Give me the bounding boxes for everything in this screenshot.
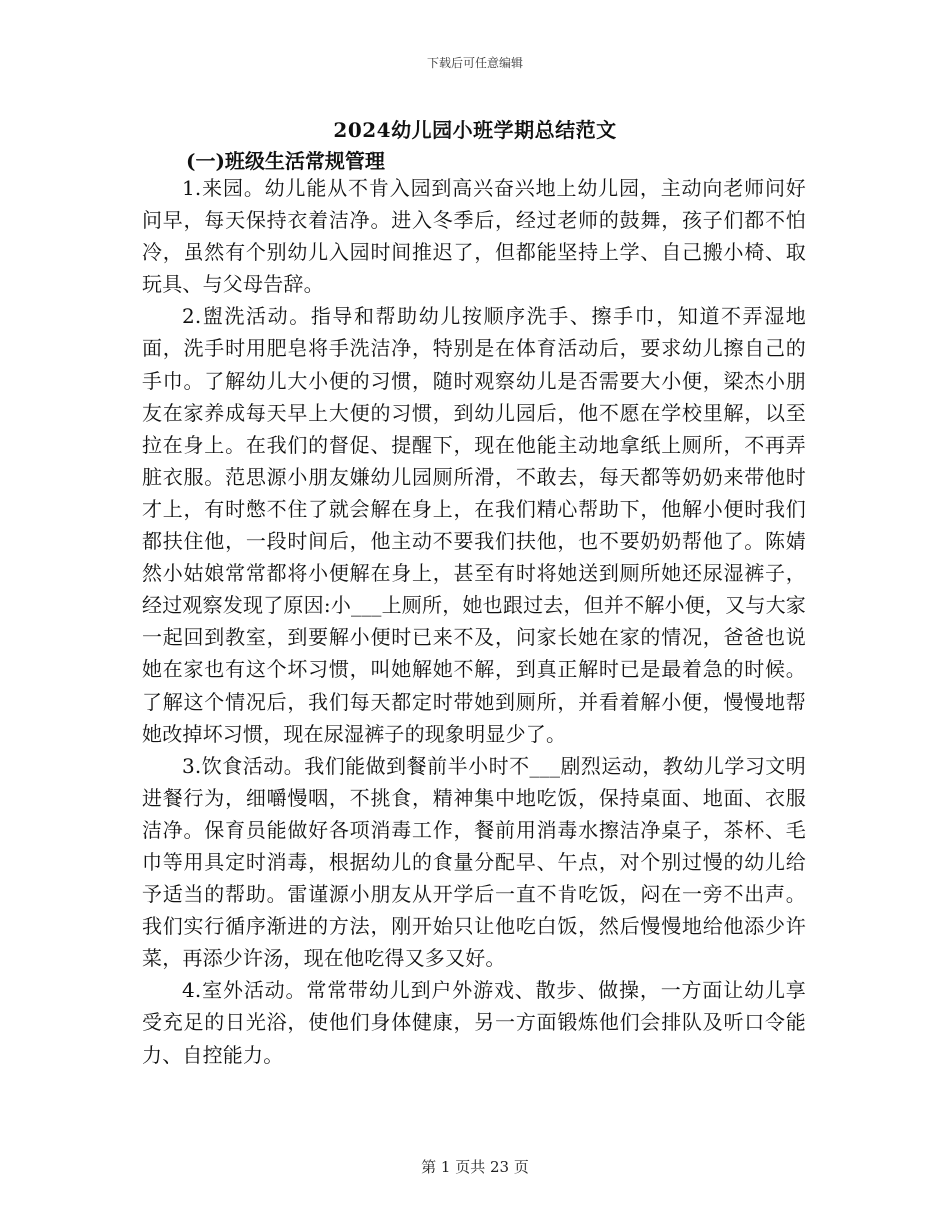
- page-number-footer: 第 1 页共 23 页: [421, 1158, 529, 1176]
- header-note: 下载后可任意编辑: [426, 56, 523, 70]
- section-heading: (一)班级生活常规管理: [186, 149, 385, 173]
- paragraph-arrival: 1.来园。幼儿能从不肯入园到高兴奋兴地上幼儿园，主动向老师问好问早，每天保持衣着洁净。进入冬季后，经过老师的鼓舞，孩子们都不怕冷，虽然有个别幼儿入园时间推迟了，但都能坚持上学、自己搬小椅、取玩具、与父母告辞。: [142, 176, 806, 297]
- document-title: 2024幼儿园小班学期总结范文: [333, 118, 617, 142]
- paragraph-washing: 2.盥洗活动。指导和帮助幼儿按顺序洗手、擦手巾，知道不弄湿地面，洗手时用肥皂将手洗洁净，特别是在体育活动后，要求幼儿擦自己的手巾。了解幼儿大小便的习惯，随时观察幼儿是否需要大小便，梁杰小朋友在家养成每天早上大便的习惯，到幼儿园后，他不愿在学校里解，以至拉在身上。在我们的督促、提醒下，现在他能主动地拿纸上厕所，不再弄脏衣服。范思源小朋友嫌幼儿园厕所滑，不敢去，每天都等奶奶来带他时才上，有时憋不住了就会解在身上，在我们精心帮助下，他解小便时我们都扶住他，一段时间后，他主动不要我们扶他，也不要奶奶帮他了。陈婧然小姑娘常常都将小便解在身上，甚至有时将她送到厕所她还尿湿裤子，经过观察发现了原因:小___上厕所，她也跟过去，但并不解小便，又与大家一起回到教室，到要解小便时已来不及，问家长她在家的情况，爸爸也说她在家也有这个坏习惯，叫她解她不解，到真正解时已是最着急的时候。了解这个情况后，我们每天都定时带她到厕所，并看着解小便，慢慢地帮她改掉坏习惯，现在尿湿裤子的现象明显少了。: [142, 304, 806, 746]
- paragraph-eating: 3.饮食活动。我们能做到餐前半小时不___剧烈运动，教幼儿学习文明进餐行为，细嚼慢咽，不挑食，精神集中地吃饭，保持桌面、地面、衣服洁净。保育员能做好各项消毒工作，餐前用消毒水擦洁净桌子，茶杯、毛巾等用具定时消毒，根据幼儿的食量分配早、午点，对个别过慢的幼儿给予适当的帮助。雷谨源小朋友从开学后一直不肯吃饭，闷在一旁不出声。我们实行循序渐进的方法，刚开始只让他吃白饭，然后慢慢地给他添少许菜，再添少许汤，现在他吃得又多又好。: [142, 753, 806, 971]
- body-text: [142, 172, 806, 1071]
- paragraph-outdoor: 4.室外活动。常常带幼儿到户外游戏、散步、做操，一方面让幼儿享受充足的日光浴，使他们身体健康，另一方面锻炼他们会排队及听口令能力、自控能力。: [142, 978, 806, 1067]
